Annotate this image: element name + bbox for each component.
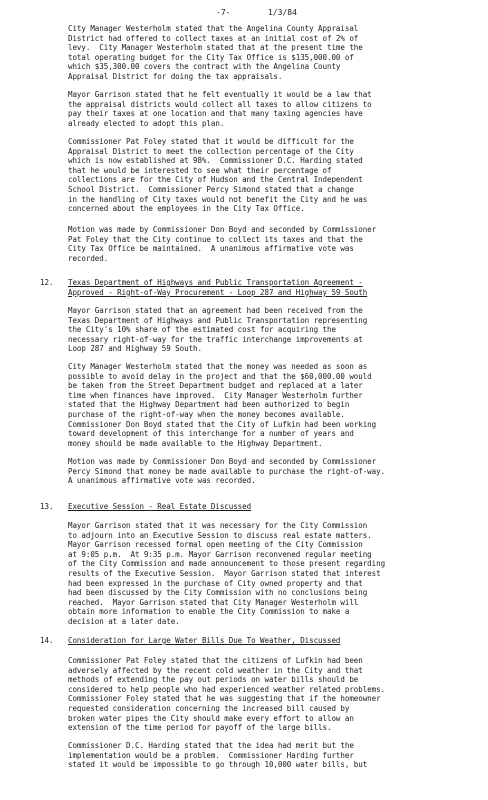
text-line: the appraisal districts would collect all taxes to allow citizens to [68,99,372,109]
text-line: of the City Commission and made announcement to those present regarding [68,559,386,569]
paragraph-water-bills-harding [68,741,367,770]
text-line: necessary right-of-way for the traffic interchange improvements at [68,334,363,344]
text-line: Commissioner Foley stated that he was suggesting that if the homeowner [68,694,381,704]
text-line: obtain more information to enable the City Commission to make a [68,607,350,617]
text-line: levy. City Manager Westerholm stated that at the present time the [68,43,363,53]
text-line: Commissioner Pat Foley stated that it would be difficult for the [68,137,354,146]
text-line: methods of extending the pay out periods on water bills should be [68,675,359,685]
text-line: which $35,300.00 covers the contract with the Angelina County [68,62,341,72]
text-line: decision at a later date. [68,616,180,626]
paragraph-motion-right-of-way [68,457,385,486]
text-line: that he would be interested to see what their percentage of [68,165,332,175]
text-line: extension of the time period for payoff of the large bills. [68,723,332,733]
text-line: had been expressed in the purchase of City owned property and that [68,578,363,588]
text-line: City Manager Westerholm stated that the Angelina County Appraisal [68,24,359,33]
item-number-13: 13. [40,502,54,511]
text-line: Motion was made by Commissioner Don Boyd and seconded by Commissioner [68,225,377,234]
text-line: Appraisal District to meet the collection percentage of the City [68,146,354,156]
page-header [0,7,488,19]
text-line: time when finances have improved. City Manager Westerholm further [68,390,363,400]
page-number: -7- [216,8,231,17]
item-number-14: 14. [40,636,54,645]
text-line: Commissioner Don Boyd stated that the City of Lufkin had been working [68,419,377,429]
text-line: District had offered to collect taxes at an initial cost of 2% of [68,33,359,43]
text-line: be taken from the Street Department budget and replaced at a later [68,381,363,391]
text-line: Percy Simond that money be made available to purchase the right-of-way. [68,466,386,476]
text-line: concerned about the employees in the City Tax Office. [68,204,305,214]
text-line: pay their taxes at one location and that many taxing agencies have [68,109,363,119]
text-line: which is now established at 98%. Commissioner D.C. Harding stated [68,156,363,166]
text-line: recorded. [68,253,109,263]
text-line: Motion was made by Commissioner Don Boyd and seconded by Commissioner [68,457,377,466]
text-line: stated it would be impossible to go through 10,000 water bills, but [68,760,368,770]
text-line: Mayor Garrison stated that he felt eventually it would be a law that [68,90,372,99]
paragraph-tax-collection-offer [68,24,363,82]
text-line: Appraisal District for doing the tax appraisals. [68,71,283,81]
paragraph-executive-session [68,521,385,627]
text-line: Executive Session - Real Estate Discussed [68,502,252,511]
text-line: Commissioner D.C. Harding stated that the idea had merit but the [68,741,354,750]
text-line: at 9:05 p.m. At 9:35 p.m. Mayor Garrison reconvened regular meeting [68,549,372,559]
text-line: Approved - Right-of-Way Procurement - Loop 287 and Highway 59 South [68,287,368,297]
text-line: implementation would be a problem. Commissioner Harding further [68,750,354,760]
text-line: stated that the Highway Department had been authorized to begin [68,400,350,410]
text-line: Mayor Garrison stated that an agreement had been received from the [68,306,363,315]
text-line: purchase of the right-of-way when the money becomes available. [68,409,345,419]
text-line: in the handling of City taxes would not benefit the City and he was [68,194,368,204]
item-number-12: 12. [40,278,54,287]
page-date: 1/3/84 [268,8,297,17]
item-title-executive-session [68,502,251,512]
text-line: considered to help people who had experienced weather related problems. [68,684,386,694]
text-line: possible to avoid delay in the project and that the $60,000.00 would [68,371,372,381]
text-line: to adjourn into an Executive Session to discuss real estate matters. [68,530,372,540]
text-line: results of the Executive Session. Mayor Garrison stated that interest [68,568,381,578]
paragraph-mayor-appraisal-districts [68,90,372,128]
text-line: requested consideration concerning the increased bill caused by [68,703,350,713]
text-line: broken water pipes the City should make every effort to allow an [68,713,354,723]
paragraph-motion-tax-office [68,225,376,263]
text-line: reached. Mayor Garrison stated that City Manager Westerholm will [68,597,359,607]
text-line: Texas Department of Highways and Public Transportation Agreement - [68,278,363,287]
text-line: collections are for the City of Hudson and the Central Independent [68,175,363,185]
text-line: total operating budget for the City Tax Office is $135,000.00 of [68,52,354,62]
text-line: School District. Commissioner Percy Simond stated that a change [68,184,354,194]
text-line: City Tax Office be maintained. A unanimous affirmative vote was [68,244,354,254]
item-title-large-water-bills [68,636,340,646]
text-line: Mayor Garrison stated that it was necessary for the City Commission [68,521,368,530]
text-line: money should be made available to the Highway Department. [68,438,323,448]
text-line: A unanimous affirmative vote was recorded. [68,476,256,486]
text-line: Consideration for Large Water Bills Due To Weather, Discussed [68,636,341,645]
paragraph-highway-agreement-received [68,306,367,354]
text-line: toward development of this interchange for a number of years and [68,429,354,439]
paragraph-commissioner-foley-percentage [68,137,367,214]
text-line: City Manager Westerholm stated that the money was needed as soon as [68,362,368,371]
text-line: the City's 10% share of the estimated cost for acquiring the [68,325,336,335]
item-title-highway-agreement [68,278,367,297]
text-line: Mayor Garrison recessed formal open meeting of the City Commission [68,540,363,550]
text-line: Loop 287 and Highway 59 South. [68,344,202,354]
text-line: adversely affected by the recent cold weather in the City and that [68,665,363,675]
text-line: Texas Department of Highways and Public Transportation representing [68,315,368,325]
paragraph-highway-funding [68,362,376,448]
text-line: Pat Foley that the City continue to collect its taxes and that the [68,234,363,244]
paragraph-water-bills-foley [68,656,385,733]
text-line: had been discussed by the City Commission with no conclusions being [68,588,368,598]
text-line: Commissioner Pat Foley stated that the citizens of Lufkin had been [68,656,363,665]
text-line: already elected to adopt this plan. [68,118,225,128]
